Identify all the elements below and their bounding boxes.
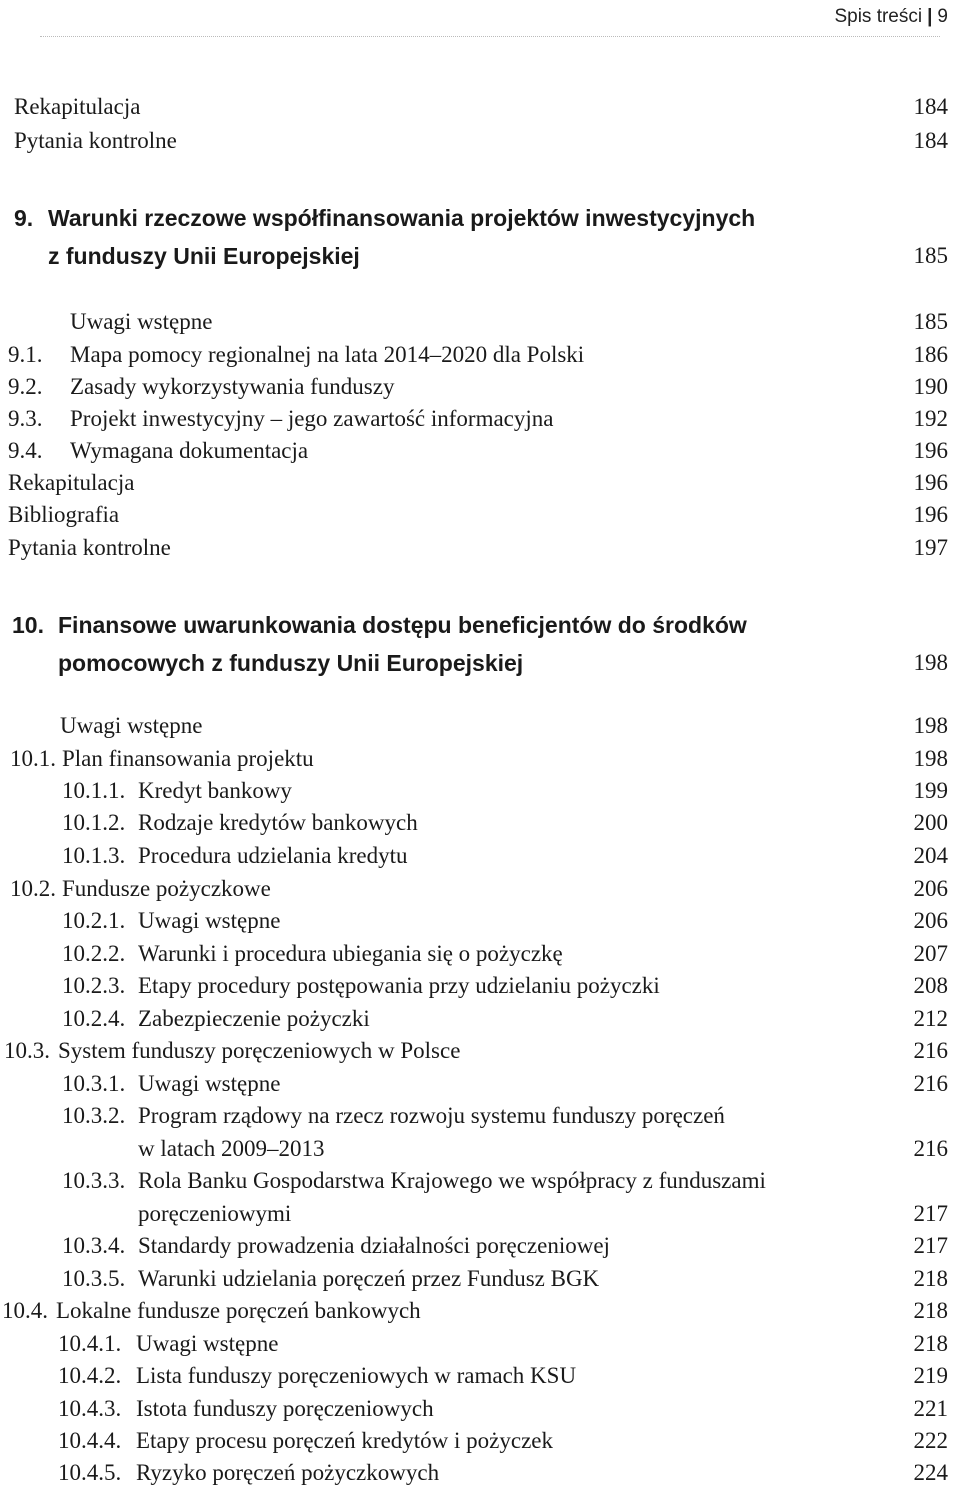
toc-entry-page: 218 [913,1331,948,1356]
toc-entry-page: 217 [913,1201,948,1226]
toc-entry[interactable] [0,841,960,871]
toc-entry[interactable] [0,939,960,969]
toc-entry-number: 10.1.2. [62,810,126,835]
toc-entry[interactable] [0,92,960,122]
toc-entry-title: Lista funduszy poręczeniowych w ramach KSU [136,1363,577,1388]
toc-entry-title: Standardy prowadzenia działalności poręczeniowej [138,1233,610,1258]
toc-entry-page: 224 [913,1460,948,1485]
toc-entry[interactable] [0,744,960,774]
toc-entry-number: 10.2.2. [62,941,126,966]
toc-entry-number: 9.1. [8,342,43,367]
toc-entry-title: Uwagi wstępne [138,908,281,933]
toc-entry[interactable] [0,1264,960,1294]
toc-entry-title: Program rządowy na rzecz rozwoju systemu funduszy poręczeń [138,1103,725,1128]
toc-entry-number: 10.3.1. [62,1071,126,1096]
chapter-heading-10[interactable] [0,610,960,640]
toc-entry[interactable] [0,1296,960,1326]
toc-entry[interactable] [0,126,960,156]
toc-entry-number: 10.3.3. [62,1168,126,1193]
toc-entry-title: Rekapitulacja [14,94,141,119]
toc-entry-title: Lokalne fundusze poręczeń bankowych [56,1298,421,1323]
toc-entry-page: 221 [913,1396,948,1421]
toc-entry-page: 186 [913,342,948,367]
toc-entry-page: 196 [913,502,948,527]
toc-entry-page: 216 [913,1071,948,1096]
toc-entry-page: 200 [913,810,948,835]
toc-entry-title: Uwagi wstępne [136,1331,279,1356]
toc-entry-page: 218 [913,1298,948,1323]
toc-entry-number: 10.4. [2,1298,48,1323]
chapter-page: 185 [913,243,948,268]
toc-entry[interactable] [0,1004,960,1034]
toc-entry-title: System funduszy poręczeniowych w Polsce [58,1038,461,1063]
toc-entry-page: 208 [913,973,948,998]
toc-entry-title: Uwagi wstępne [70,309,213,334]
toc-entry-number: 10.2.1. [62,908,126,933]
toc-entry-title: Procedura udzielania kredytu [138,843,408,868]
toc-entry-page: 222 [913,1428,948,1453]
toc-entry-title: Istota funduszy poręczeniowych [136,1396,434,1421]
toc-entry-number: 10.4.2. [58,1363,122,1388]
chapter-title-line2: pomocowych z funduszy Unii Europejskiej [58,650,524,676]
chapter-title-line1: Warunki rzeczowe współfinansowania projektów inwestycyjnych [48,205,756,231]
toc-entry-title: Ryzyko poręczeń pożyczkowych [136,1460,440,1485]
toc-entry-title: Etapy procesu poręczeń kredytów i pożyczek [136,1428,554,1453]
toc-entry-title-cont: poręczeniowymi [138,1201,292,1226]
toc-entry[interactable] [0,1329,960,1359]
toc-entry-page: 207 [913,941,948,966]
toc-entry-page: 216 [913,1136,948,1161]
toc-entry-page: 192 [913,406,948,431]
toc-entry-page: 204 [913,843,948,868]
toc-entry-title: Rola Banku Gospodarstwa Krajowego we współpracy z funduszami [138,1168,766,1193]
header-title: Spis treści [834,6,923,27]
toc-entry-page: 198 [913,746,948,771]
toc-entry-number: 10.4.3. [58,1396,122,1421]
toc-entry-cont[interactable] [0,1134,960,1164]
toc-entry-title: Bibliografia [8,502,120,527]
toc-entry-title: Zabezpieczenie pożyczki [138,1006,370,1031]
toc-entry-page: 197 [913,535,948,560]
toc-entry[interactable] [0,404,960,434]
toc-entry[interactable] [0,1231,960,1261]
toc-entry-page: 218 [913,1266,948,1291]
toc-entry-page: 198 [913,713,948,738]
toc-entry-title: Wymagana dokumentacja [70,438,309,463]
toc-entry[interactable] [0,436,960,466]
toc-entry-number: 10.3.5. [62,1266,126,1291]
header-rule [40,36,940,37]
toc-entry-page: 206 [913,876,948,901]
toc-entry[interactable] [0,776,960,806]
toc-entry[interactable] [0,971,960,1001]
toc-entry-number: 10.1. [10,746,56,771]
toc-entry[interactable] [0,1166,960,1196]
toc-entry-title-cont: w latach 2009–2013 [138,1136,325,1161]
chapter-heading-9[interactable] [0,203,960,233]
toc-entry[interactable] [0,372,960,402]
toc-entry-number: 10.2.3. [62,973,126,998]
header-separator: | [927,6,933,27]
toc-entry[interactable] [0,906,960,936]
toc-entry[interactable] [0,500,960,530]
toc-entry-number: 9.3. [8,406,43,431]
toc-entry[interactable] [0,1361,960,1391]
chapter-number: 9. [14,205,34,231]
toc-entry-cont[interactable] [0,1199,960,1229]
running-header [834,6,948,28]
toc-entry-page: 217 [913,1233,948,1258]
toc-entry-title: Fundusze pożyczkowe [62,876,271,901]
toc-entry-title: Projekt inwestycyjny – jego zawartość informacyjna [70,406,554,431]
toc-entry-title: Rodzaje kredytów bankowych [138,810,418,835]
toc-entry-title: Uwagi wstępne [138,1071,281,1096]
toc-entry[interactable] [0,1101,960,1131]
toc-entry-title: Pytania kontrolne [14,128,177,153]
toc-entry[interactable] [0,468,960,498]
toc-entry-number: 10.4.1. [58,1331,122,1356]
toc-entry-page: 190 [913,374,948,399]
chapter-heading-9-cont[interactable] [0,241,960,271]
toc-entry[interactable] [0,808,960,838]
toc-entry[interactable] [0,340,960,370]
chapter-number: 10. [12,612,44,638]
toc-entry-page: 184 [913,128,948,153]
toc-entry-number: 10.1.1. [62,778,126,803]
toc-entry-title: Warunki i procedura ubiegania się o pożyczkę [138,941,563,966]
toc-entry-page: 206 [913,908,948,933]
toc-entry-number: 10.1.3. [62,843,126,868]
toc-entry-title: Pytania kontrolne [8,535,171,560]
toc-entry-page: 184 [913,94,948,119]
toc-entry-title: Plan finansowania projektu [62,746,314,771]
toc-entry-page: 199 [913,778,948,803]
toc-entry[interactable] [0,307,960,337]
toc-entry-number: 10.4.5. [58,1460,122,1485]
toc-entry-title: Zasady wykorzystywania funduszy [70,374,395,399]
toc-entry-page: 185 [913,309,948,334]
toc-entry[interactable] [0,1426,960,1456]
toc-entry-title: Mapa pomocy regionalnej na lata 2014–2020 dla Polski [70,342,585,367]
toc-entry[interactable] [0,1036,960,1066]
toc-entry[interactable] [0,1069,960,1099]
chapter-heading-10-cont[interactable] [0,648,960,678]
toc-entry-number: 9.4. [8,438,43,463]
toc-entry[interactable] [0,1458,960,1488]
toc-entry-page: 212 [913,1006,948,1031]
toc-entry-page: 219 [913,1363,948,1388]
toc-entry-title: Kredyt bankowy [138,778,292,803]
toc-entry-number: 10.2.4. [62,1006,126,1031]
toc-entry-number: 10.3.2. [62,1103,126,1128]
chapter-title-line1: Finansowe uwarunkowania dostępu beneficjentów do środków [58,612,747,638]
toc-entry-title: Rekapitulacja [8,470,135,495]
toc-entry-number: 10.4.4. [58,1428,122,1453]
toc-entry[interactable] [0,874,960,904]
toc-entry-page: 216 [913,1038,948,1063]
toc-entry-number: 10.2. [10,876,56,901]
toc-entry-title: Uwagi wstępne [60,713,203,738]
toc-entry-title: Etapy procedury postępowania przy udzielaniu pożyczki [138,973,660,998]
chapter-page: 198 [913,650,948,675]
toc-entry-number: 10.3.4. [62,1233,126,1258]
chapter-title-line2: z funduszy Unii Europejskiej [48,243,360,269]
toc-entry-number: 9.2. [8,374,43,399]
toc-entry[interactable] [0,1394,960,1424]
toc-entry-page: 196 [913,470,948,495]
toc-entry-page: 196 [913,438,948,463]
toc-entry[interactable] [0,711,960,741]
header-page-number: 9 [937,6,948,27]
toc-entry[interactable] [0,533,960,563]
toc-entry-title: Warunki udzielania poręczeń przez Fundusz BGK [138,1266,600,1291]
toc-entry-number: 10.3. [4,1038,50,1063]
